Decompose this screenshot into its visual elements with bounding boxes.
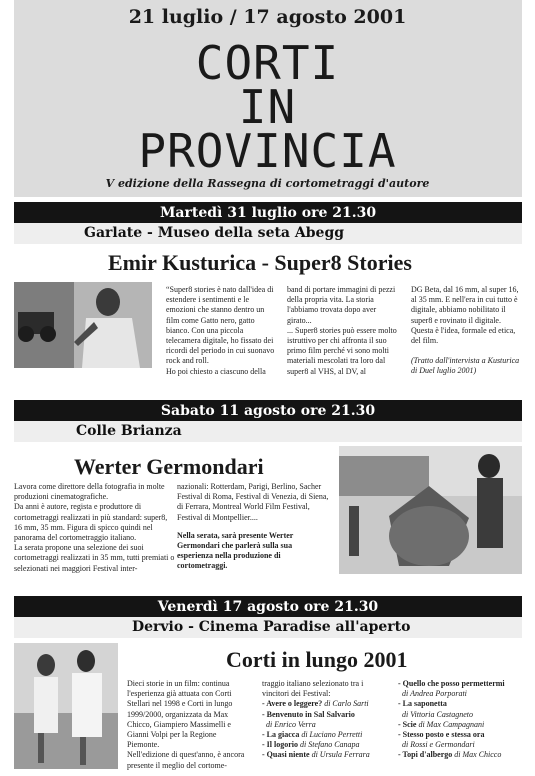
event-1-col2-p1: band di portare immagini di pezzi della propria vita. La storia l'abbiamo trovata dopo aver girato...: [287, 285, 396, 325]
event-2-when: Sabato 11 agosto ore 21.30: [160, 403, 376, 419]
film-title: - Avere o leggere?: [262, 699, 323, 709]
event-1-column-3: [411, 285, 521, 377]
film-list-item: [398, 679, 522, 699]
event-2-column-1: [14, 482, 176, 574]
film-list-item: [262, 740, 390, 750]
film-list-item: [398, 699, 522, 719]
event-2-col2-p2: Nella serata, sarà presente Werter Germondari che parlerà sulla sua esperienza nella produzione di cortometraggi.: [177, 530, 294, 571]
corti-in-lungo-photo-illustration: [14, 643, 118, 769]
event-3-col1-p2: Nell'edizione di quest'anno, è ancora presente il meglio del cortome-: [127, 750, 245, 770]
film-list-item: [262, 710, 390, 730]
event-bar-1: [14, 202, 522, 244]
event-1-name: Emir Kusturica - Super8 Stories: [108, 250, 412, 275]
event-2-col1-p3: La serata propone una selezione dei suoi cortometraggi realizzati in 35 mm, tutti premiati o selezionati nei maggiori Festival inter-: [14, 543, 175, 573]
film-author: di Max Campagnani: [418, 719, 485, 729]
film-list-item: [398, 750, 522, 760]
event-1-when: Martedì 31 luglio ore 21.30: [159, 205, 377, 221]
event-1-col1-p2: Ho poi chiesto a ciascuno della: [166, 366, 266, 376]
event-3-column-1: [127, 679, 247, 771]
film-list-item: [262, 730, 390, 740]
event-3-col1-p1: Dieci storie in un film: continua l'esperienza già attuata con Corti Stellari nel 1998 e Corti in lungo 1999/2000, organizzata da Max Chicco, Giampiero Massimelli e Gianni Volpi per la Regione Piemonte.: [127, 679, 233, 750]
film-title: - Benvenuto in Sal Salvario: [262, 709, 355, 719]
event-1-where: Garlate - Museo della seta Abegg: [84, 225, 345, 241]
film-author: di Carlo Sarti: [324, 699, 369, 709]
kusturica-photo-illustration: [14, 282, 152, 368]
film-list-item: [398, 730, 522, 750]
event-2-col2-p1: nazionali: Rotterdam, Parigi, Berlino, Sacher Festival di Roma, Festival di Venezia, di Siena, di Ferrara, Montreal World Film Festival, Festival di Montpellier....: [177, 482, 329, 522]
event-3-column-2: [262, 679, 390, 761]
film-title: - La giacca: [262, 730, 300, 740]
event-1-col3-p1: DG Beta, dal 16 mm, al super 16, al 35 mm. E nell'era in cui tutto è digitale, abbiamo nobilitato il super8 e rovinato il digitale. Questa è l'idea, formale ed etica, del film.: [411, 285, 519, 346]
film-author: di Luciano Perretti: [301, 730, 363, 740]
event-2-where: Colle Brianza: [76, 423, 182, 439]
film-author: di Vittoria Castagneto: [402, 709, 473, 719]
film-author: di Ursula Ferrara: [311, 750, 370, 760]
event-1-quote-source: (Tratto dall'intervista a Kusturica di Duel luglio 2001): [411, 356, 520, 376]
event-1-column-1: [166, 285, 278, 377]
event-2-column-2: [177, 482, 329, 572]
film-author: di Rossi e Germondari: [402, 740, 475, 750]
event-3-where: Dervio - Cinema Paradise all'aperto: [132, 619, 411, 635]
event-2-col1-p2: Da anni è autore, regista e produttore di cortometraggi realizzati in più standard: super8, 16 mm, 35 mm. Figura di spicco quindi nel panorama del cortometraggio italiano.: [14, 502, 168, 543]
title-line-2: IN: [238, 80, 297, 134]
film-list-item: [262, 750, 390, 760]
event-3-where-strip: [14, 617, 522, 638]
event-2-col1-p1: Lavora come direttore della fotografia in molte produzioni cinematografiche.: [14, 482, 165, 502]
event-3-when: Venerdì 17 agosto ore 21.30: [157, 599, 379, 615]
film-title: - Quello che posso permettermi: [398, 679, 505, 688]
event-3-name: Corti in lungo 2001: [226, 647, 408, 672]
kusturica-photo: [14, 282, 152, 368]
film-author: di Andrea Porporati: [402, 689, 467, 699]
title-line-3: PROVINCIA: [138, 124, 397, 178]
germondari-photo-illustration: [339, 446, 522, 574]
event-1-where-strip: [14, 223, 522, 244]
film-list-item: [262, 699, 390, 709]
festival-dates: 21 luglio / 17 agosto 2001: [128, 6, 407, 28]
film-title: - Scie: [398, 719, 417, 729]
event-bar-3: [14, 596, 522, 638]
event-1-column-2: [287, 285, 399, 377]
event-2-where-strip: [14, 421, 522, 442]
event-3-col2-intro: traggio italiano selezionato tra i vincitori dei Festival:: [262, 679, 364, 699]
film-title: - Stesso posto e stessa ora: [398, 730, 485, 740]
event-1-col1-p1: “Super8 stories è nato dall'idea di estendere i sentimenti e le emozioni che stanno dentro un film come Gatto nero, gatto bianco. Con una piccola telecamera digitale, ho fissato dei ricordi del periodo in cui suonavo rock and roll.: [166, 285, 275, 366]
germondari-photo: [339, 446, 522, 574]
title-line-1: CORTI: [195, 36, 340, 90]
film-title: - Il logorio: [262, 740, 298, 750]
film-list-item: [398, 720, 522, 730]
film-title: - La saponetta: [398, 699, 447, 709]
film-title: - Topi d'albergo: [398, 750, 453, 760]
event-1-col2-p2: ... Super8 stories può essere molto istruttivo per chi affronta il suo primo film perché vi sono molti materiali mescolati tra loro dal super8 al VHS, al DV, al: [287, 325, 397, 376]
event-3-column-3: [398, 679, 522, 761]
film-title: - Quasi niente: [262, 750, 310, 760]
film-author: di Enrico Verra: [266, 719, 316, 729]
festival-subtitle: V edizione della Rassegna di cortometraggi d'autore: [105, 177, 430, 190]
corti-in-lungo-photo: [14, 643, 118, 769]
film-author: di Stefano Canapa: [300, 740, 360, 750]
event-2-name: Werter Germondari: [74, 454, 264, 479]
event-bar-2: [14, 400, 522, 442]
film-author: di Max Chicco: [454, 750, 502, 760]
